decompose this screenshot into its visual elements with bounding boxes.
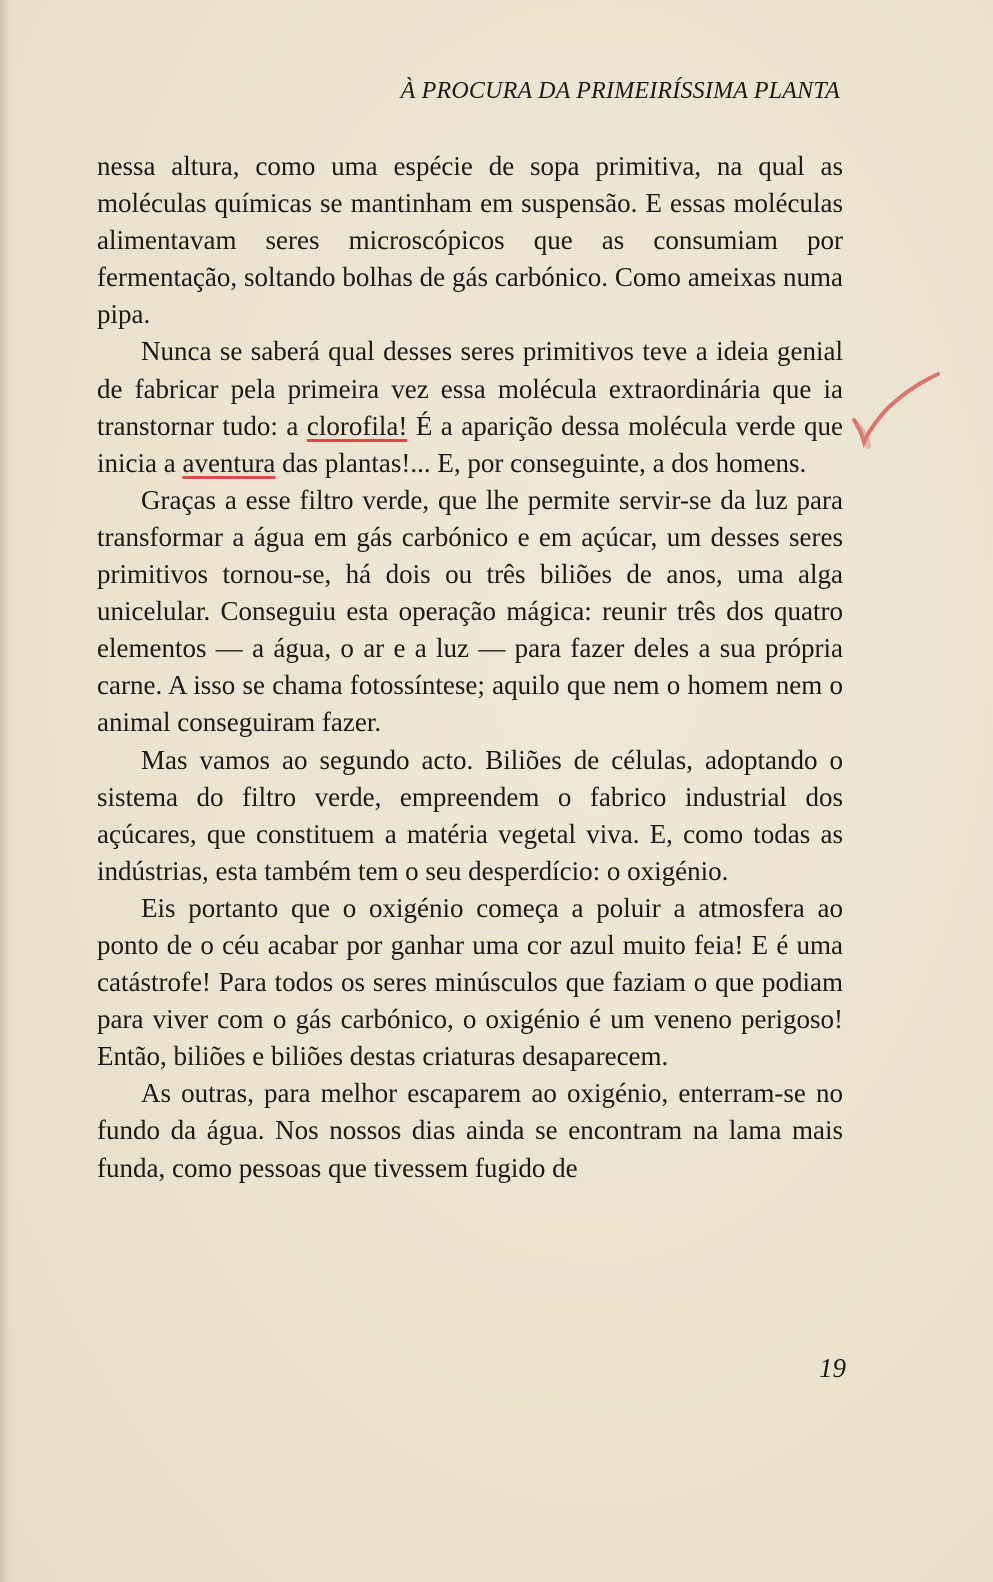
margin-check-mark [846,368,946,458]
paragraph-6: As outras, para melhor escaparem ao oxigénio, enterram-se no fundo da água. Nos nossos dias ainda se encontram na lama mais funda, como pessoas que tivessem fugido de [97,1078,843,1183]
paragraph-2-before: Nunca se saberá qual desses seres primitivos teve a ideia genial de fabricar pela primeira vez essa molécula extraordinária que ia transtornar tudo: a [97,336,843,441]
paragraph-2-after: das plantas!... E, por conseguinte, a dos homens. [275,447,807,478]
underlined-word-clorofila: clorofila! [306,410,408,441]
spine-shadow [0,0,14,1582]
paragraph-4: Mas vamos ao segundo acto. Biliões de células, adoptando o sistema do filtro verde, empreendem o fabrico industrial dos açúcares, que constituem a matéria vegetal viva. E, como todas as indústrias, esta também tem o seu desperdício: o oxigénio. [97,744,843,886]
paragraph-5: Eis portanto que o oxigénio começa a poluir a atmosfera ao ponto de o céu acabar por ganhar uma cor azul muito feia! E é uma catástrofe! Para todos os seres minúsculos que faziam o que podiam para viver com o gás carbónico, o oxigénio é um veneno perigoso! Então, biliões e biliões destas criaturas desaparecem. [97,892,843,1072]
underlined-word-aventura: aventura [182,447,276,478]
body-text [97,148,843,1187]
running-head: À PROCURA DA PRIMEIRÍSSIMA PLANTA [400,78,840,104]
paragraph-2-middle: É a aparição dessa molécula verde que inicia a [97,410,843,478]
paragraph-2 [97,333,843,481]
paragraph-1: nessa altura, como uma espécie de sopa primitiva, na qual as moléculas químicas se mantinham em suspensão. E essas moléculas alimentavam seres microscópicos que as consumiam por fermentação, soltando bolhas de gás carbónico. Como ameixas numa pipa. [97,151,843,330]
paragraph-3: Graças a esse filtro verde, que lhe permite servir-se da luz para transformar a água em gás carbónico e em açúcar, um desses seres primitivos tornou-se, há dois ou três biliões de anos, uma alga unicelular. Conseguiu esta operação mágica: reunir três dos quatro elementos — a água, o ar e a luz — para fazer deles a sua própria carne. A isso se chama fotossíntese; aquilo que nem o homem nem o animal conseguiram fazer. [97,484,843,738]
page-number: 19 [819,1353,846,1383]
